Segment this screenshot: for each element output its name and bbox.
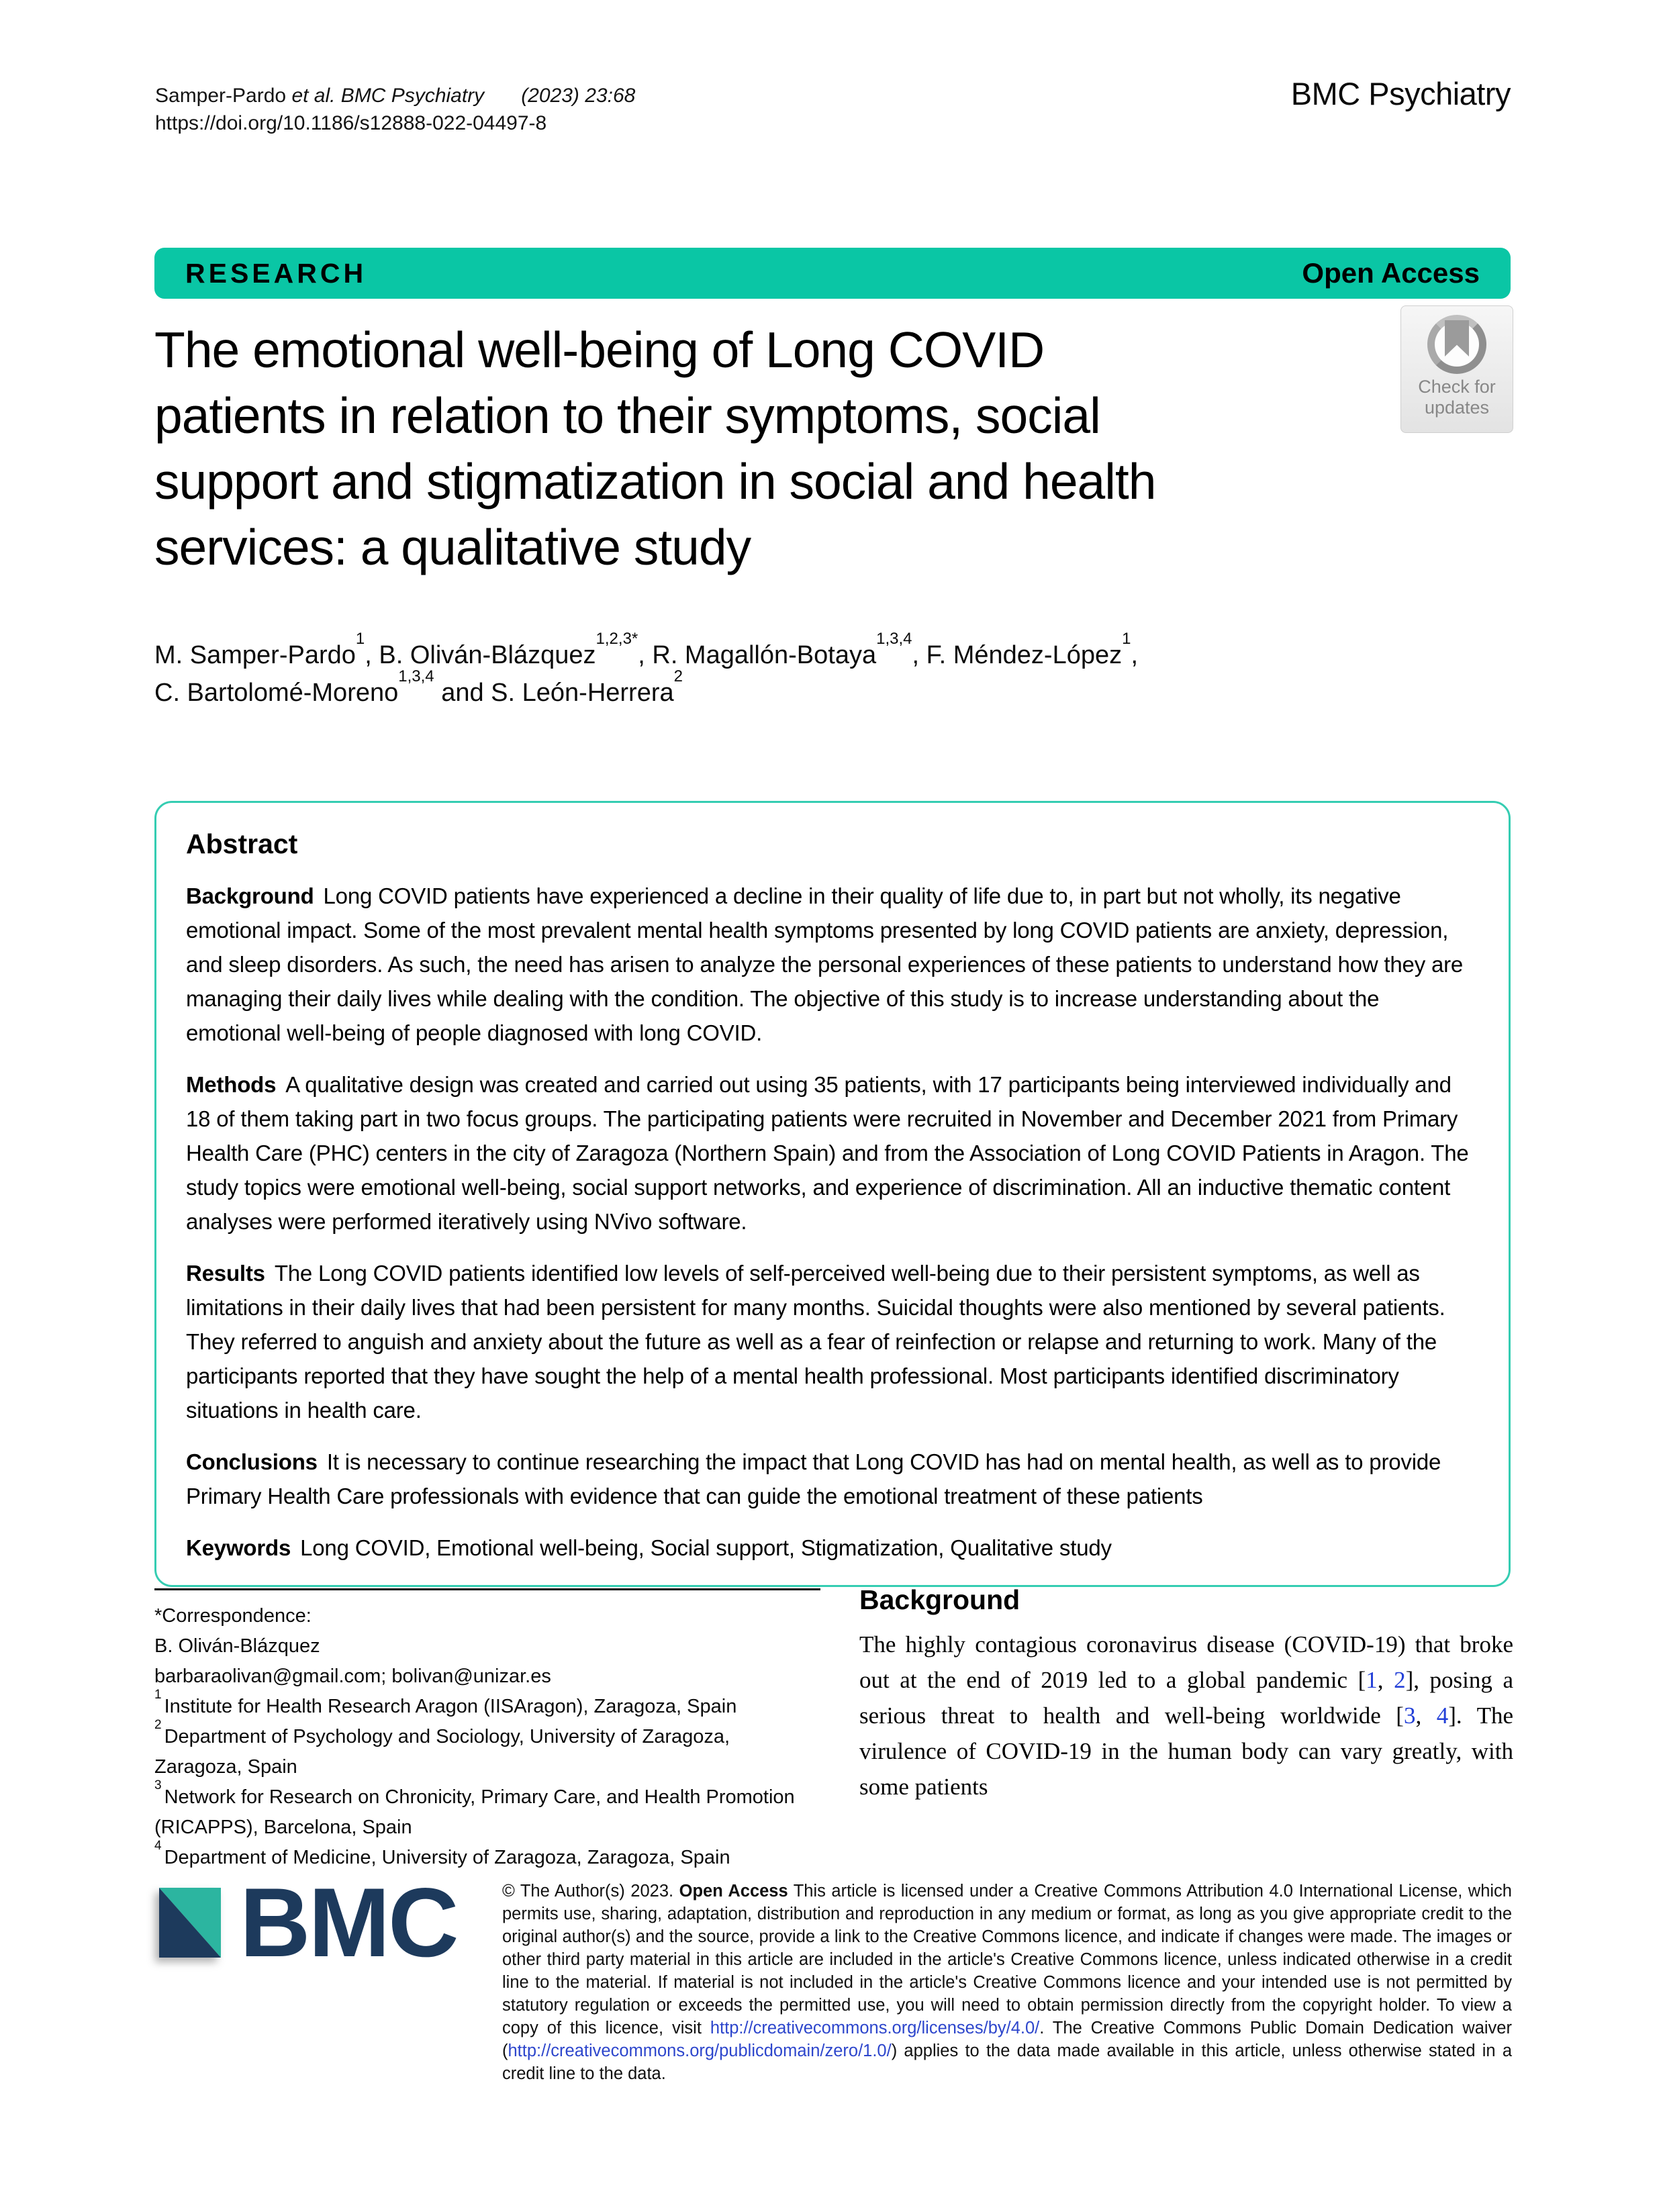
article-type-banner [154, 248, 1511, 299]
title-line: services: a qualitative study [154, 519, 751, 575]
section-text: A qualitative design was created and carried out using 35 patients, with 17 participants being interviewed individually and 18 of them taking part in two focus groups. The participating patients were recruited in November and December 2021 from Primary Health Care (PHC) centers in the city of Zaragoza (Northern Spain) and from the Association of Long COVID Patients in Aragon. The study topics were emotional well-being, social support networks, and experience of discrimination. All an inductive thematic content analyses were performed iteratively using NVivo software. [186, 1072, 1469, 1234]
affiliation-superscript: 2 [673, 667, 683, 686]
section-label: Results [186, 1261, 265, 1286]
affiliation-item: $^2$Department of Psychology and Sociology, University of Zaragoza, Zaragoza, Spain [154, 1718, 730, 1778]
author: C. Bartolomé-Moreno$^{1,3,4}$ and [154, 667, 491, 707]
citation-ref-3[interactable]: 3 [1403, 1702, 1416, 1729]
correspondence-name: B. Oliván-Blázquez [154, 1635, 320, 1657]
citation-ref-4[interactable]: 4 [1436, 1702, 1449, 1729]
license-text: © The Author(s) 2023. Open Access This article is licensed under a Creative Commons Attribution 4.0 International License, which permits use, sharing, adaptation, distribution and reproduction in any medium or format, as long as you give appropriate credit to the original author(s) and the source, provide a link to the Creative Commons licence, and indicate if changes were made. The images or other third party material in this article are included in the article's Creative Commons licence, unless indicated otherwise in a credit line to the material. If material is not included in the article's Creative Commons licence and your intended use is not permitted by statutory regulation or exceeds the permitted use, you will need to obtain permission directly from the copyright holder. To view a copy of this licence, visit http://creativecommons.org/licenses/by/4.0/. The Creative Commons Public Domain Dedication waiver (http://creativecommons.org/publicdomain/zero/1.0/) applies to the data made available in this article, unless otherwise stated in a credit line to the data. [502, 1882, 1512, 2083]
author: S. León-Herrera$^2$ [491, 667, 683, 707]
author: F. Méndez-López$^1$, [926, 630, 1139, 669]
author-list [154, 630, 1484, 712]
abstract-heading: Abstract [186, 828, 298, 859]
section-label: Background [186, 883, 314, 908]
bmc-logo [159, 1868, 475, 1977]
section-label: Conclusions [186, 1449, 318, 1474]
affiliation-number: 2 [154, 1718, 162, 1733]
section-label: Keywords [186, 1535, 291, 1560]
background-heading: Background [859, 1584, 1020, 1615]
bmc-logo-icon [159, 1888, 221, 1958]
journal-name: BMC Psychiatry [1290, 76, 1511, 111]
cc-by-link[interactable]: http://creativecommons.org/licenses/by/4.0/ [710, 2019, 1040, 2037]
affiliation-superscript: 1 [355, 630, 365, 648]
background-paragraph: The highly contagious coronavirus disease (COVID-19) that broke out at the end of 2019 led to a global pandemic [1, 2], posing a serious threat to health and well-being worldwide [3, 4]. The virulence of COVID-19 in the human body can vary greatly, with some patients [859, 1631, 1514, 1800]
correspondence-emails[interactable]: barbaraolivan@gmail.com; bolivan@unizar.es [154, 1666, 551, 1687]
bookmark-icon [1445, 320, 1469, 356]
abstract-conclusions-paragraph [186, 1445, 1479, 1513]
author: B. Oliván-Blázquez$^{1,2,3*}$, [379, 630, 653, 669]
affiliation-superscript: 1 [1122, 630, 1131, 648]
citation-line [155, 85, 635, 107]
affiliation-superscript: 1,2,3* [596, 630, 638, 648]
abstract-box [154, 801, 1511, 1587]
abstract-methods-paragraph [186, 1067, 1479, 1239]
title-line: The emotional well-being of Long COVID [154, 322, 1045, 378]
correspondence-label: *Correspondence: [154, 1605, 312, 1627]
abstract-keywords-paragraph [186, 1531, 1479, 1565]
citation-journal-italic: et al. BMC Psychiatry [291, 85, 485, 107]
open-access-bold: Open Access [679, 1882, 788, 1901]
citation-ref-1[interactable]: 1 [1366, 1667, 1378, 1693]
title-line: support and stigmatization in social and health [154, 453, 1156, 510]
citation-authors: Samper-Pardo [155, 85, 292, 107]
affiliation-number: 3 [154, 1778, 162, 1793]
author-list-line1 [154, 630, 1484, 674]
copyright-text: © The Author(s) 2023. [502, 1882, 679, 1901]
affiliation-number: 4 [154, 1839, 162, 1854]
affiliation-superscript: 1,3,4 [876, 630, 912, 648]
bmc-logo-wordmark: BMC [240, 1868, 457, 1977]
cc-zero-link[interactable]: http://creativecommons.org/publicdomain/zero/1.0/ [508, 2041, 892, 2060]
doi-text: https://doi.org/10.1186/s12888-022-04497-8 [155, 112, 547, 134]
author-list-line2 [154, 667, 1484, 712]
affiliation-item: $^1$Institute for Health Research Aragon (IISAragon), Zaragoza, Spain [154, 1688, 737, 1717]
article-type-label: RESEARCH [185, 257, 367, 289]
section-text: Long COVID patients have experienced a decline in their quality of life due to, in part but not wholly, its negative emotional impact. Some of the most prevalent mental health symptoms presented by long COVID patients are anxiety, depression, and sleep disorders. As such, the need has arisen to analyze the personal experiences of these patients to understand how they are managing their daily lives while dealing with the condition. The objective of this study is to increase understanding about the emotional well-being of people diagnosed with long COVID. [186, 883, 1464, 1045]
affiliation-superscript: 1,3,4 [398, 667, 434, 686]
affiliation-item: $^4$Department of Medicine, University of Zaragoza, Zaragoza, Spain [154, 1839, 730, 1868]
section-label: Methods [186, 1072, 277, 1097]
affiliation-item: $^3$Network for Research on Chronicity, Primary Care, and Health Promotion (RICAPPS), Barcelona, Spain [154, 1778, 795, 1838]
crossmark-icon [1427, 315, 1486, 374]
abstract-results-paragraph [186, 1256, 1479, 1427]
author: M. Samper-Pardo$^1$, [154, 630, 379, 669]
section-text: It is necessary to continue researching the impact that Long COVID has had on mental health, as well as to provide Primary Health Care professionals with evidence that can guide the emotional treatment of these patients [186, 1449, 1441, 1508]
check-for-updates-label: Check for updates [1418, 377, 1496, 418]
header-citation [155, 82, 635, 137]
check-for-updates-button[interactable] [1400, 305, 1513, 433]
citation-ref-2[interactable]: 2 [1394, 1667, 1406, 1693]
citation-volume-page: (2023) 23:68 [521, 85, 636, 107]
section-text: The Long COVID patients identified low levels of self-perceived well-being due to their persistent symptoms, as well as limitations in their daily lives that had been persistent for many months. Suicidal thoughts were also mentioned by several patients. They referred to anguish and anxiety about the future as well as a fear of reinfection or relapse and returning to work. Many of the participants reported that they have sought the help of a mental health professional. Most participants identified discriminatory situations in health care. [186, 1261, 1445, 1423]
abstract-background-paragraph [186, 879, 1479, 1050]
open-access-label: Open Access [1302, 257, 1480, 289]
correspondence-footnote [154, 1588, 820, 1873]
page-title [154, 317, 1390, 580]
title-line: patients in relation to their symptoms, social [154, 387, 1100, 444]
author: R. Magallón-Botaya$^{1,3,4}$, [652, 630, 926, 669]
affiliation-number: 1 [154, 1688, 162, 1702]
background-section [859, 1584, 1513, 1805]
keywords-text: Long COVID, Emotional well-being, Social support, Stigmatization, Qualitative study [300, 1535, 1112, 1560]
